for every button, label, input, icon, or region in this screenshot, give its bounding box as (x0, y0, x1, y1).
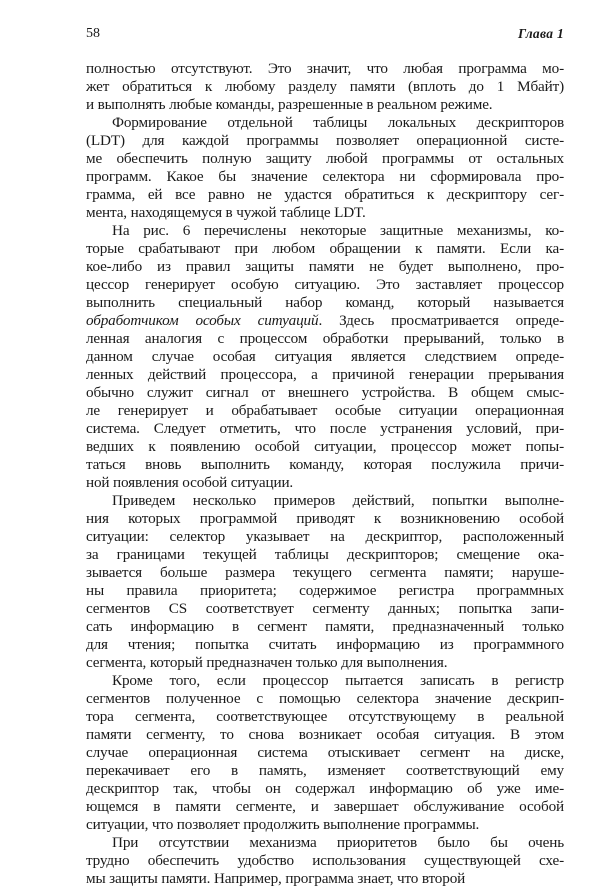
text-line: кое-либо из правил защиты памяти не будет выполнено, про- (86, 258, 564, 275)
body-text (86, 60, 564, 888)
text-line: обычно служит сигнал от внешнего устройства. В общем смыс- (86, 384, 564, 401)
text-line: (LDT) для каждой программы позволяет операционной систе- (86, 132, 564, 149)
text-line: ющемся в памяти сегменте, и завершает обслуживание особой (86, 798, 564, 815)
text-line: торые срабатывают при любом обращении к памяти. Если ка- (86, 240, 564, 257)
paragraph (86, 672, 564, 834)
text-line: обработчиком особых ситуаций. Здесь просматривается опреде- (86, 312, 565, 329)
text-line: ния которых программой приводят к возникновению особой (86, 510, 564, 527)
text-line: таться вновь выполнить команду, которая послужила причи- (86, 456, 564, 473)
text-line: На рис. 6 перечислены некоторые защитные механизмы, ко- (112, 222, 564, 239)
text-line: для чтения; попытка считать информацию из программного (86, 636, 564, 653)
text-line: ситуации: селектор указывает на дескриптор, расположенный (86, 528, 564, 545)
text-line: перекачивает его в память, изменяет соответствующий ему (86, 762, 564, 779)
text-line: При отсутствии механизма приоритетов было бы очень (112, 834, 564, 851)
text-line: цессор генерирует особую ситуацию. Это заставляет процессор (86, 276, 564, 293)
text-line: и выполнять любые команды, разрешенные в реальном режиме. (86, 96, 493, 113)
text-line: полностью отсутствуют. Это значит, что любая программа мо- (86, 60, 564, 77)
text-line: система. Следует отметить, что после устранения условий, при- (86, 420, 564, 437)
paragraph (86, 60, 564, 114)
text-line: Приведем несколько примеров действий, попытки выполне- (112, 492, 564, 509)
text-line: ле генерирует и обрабатывает особые ситуации операционная (86, 402, 564, 419)
text-line: программ. Какое бы значение селектора ни сформировала про- (86, 168, 564, 185)
paragraph (86, 492, 564, 672)
text-line: зывается больше размера текущего сегмента памяти; наруше- (86, 564, 564, 581)
paragraph (86, 834, 564, 888)
text-line: грамма, ей все равно не удастся обратиться к дескриптору сег- (86, 186, 564, 203)
paragraph (86, 114, 564, 222)
text-line: ленная аналогия с процессом обработки прерываний, только в (86, 330, 564, 347)
text-line: сегмента, который предназначен только для выполнения. (86, 654, 448, 671)
text-line: ны правила приоритета; содержимое регистра программных (86, 582, 564, 599)
page-header (86, 26, 564, 44)
text-line: Формирование отдельной таблицы локальных дескрипторов (112, 114, 564, 131)
text-line: жет обратиться к любому разделу памяти (вплоть до 1 Мбайт) (86, 78, 564, 95)
text-line: Кроме того, если процессор пытается записать в регистр (112, 672, 564, 689)
text-line: данном случае особая ситуация является следствием опреде- (86, 348, 564, 365)
text-line: выполнить специальный набор команд, который называется (86, 294, 564, 311)
text-line: тора сегмента, соответствующее отсутствующему в реальной (86, 708, 564, 725)
text-line: ленных действий процессора, а причиной генерации прерывания (86, 366, 564, 383)
text-line: случае операционная система отыскивает сегмент на диске, (86, 744, 564, 761)
text-line: мы защиты памяти. Например, программа знает, что второй (86, 870, 466, 887)
text-line: сать информацию в сегмент памяти, предназначенный только (86, 618, 564, 635)
text-line: трудно обеспечить удобство использования существующей схе- (86, 852, 564, 869)
text-line: памяти сегменту, то снова возникает особая ситуация. В этом (86, 726, 564, 743)
text-line: ме обеспечить полную защиту любой программы от остальных (86, 150, 564, 167)
text-line: ситуации, что позволяет продолжить выполнение программы. (86, 816, 480, 833)
paragraph (86, 222, 564, 492)
emphasis-term: обработчиком особых ситуаций (86, 312, 319, 329)
text-line: мента, находящемуся в чужой таблице LDT. (86, 204, 366, 221)
text-line: за границами текущей таблицы дескрипторов; смещение ока- (86, 546, 564, 563)
text-line: ной появления особой ситуации. (86, 474, 294, 491)
chapter-title: Глава 1 (517, 26, 564, 41)
page-number: 58 (86, 26, 100, 41)
text-line: сегментов CS соответствует сегменту данных; попытка запи- (86, 600, 564, 617)
text-line: дескриптор так, чтобы он содержал информацию об уже име- (86, 780, 564, 797)
text-line: ведших к появлению особой ситуации, процессор может попы- (86, 438, 564, 455)
text-line: сегментов полученное с помощью селектора значение дескрип- (86, 690, 564, 707)
